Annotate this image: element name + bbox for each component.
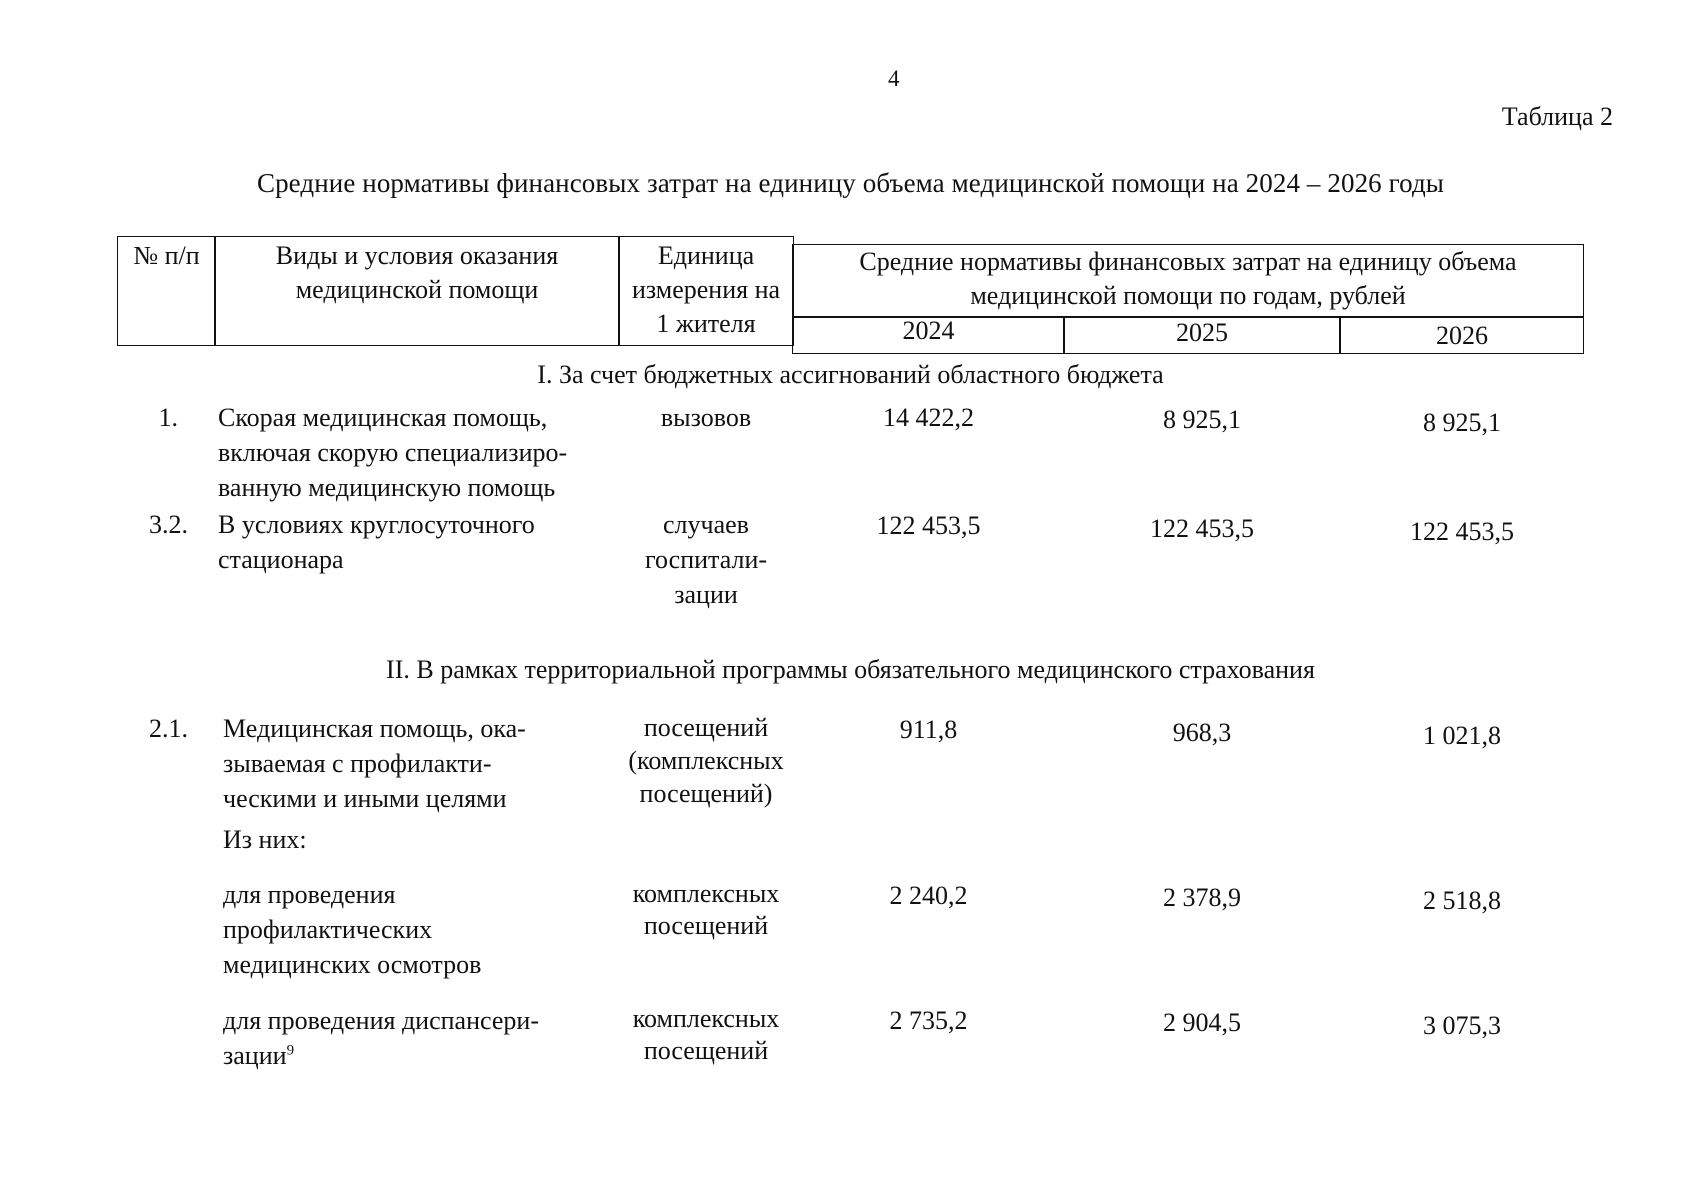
section-1-title: I. За счет бюджетных ассигнований областного бюджета xyxy=(537,360,1164,389)
value-2026: 122 453,5 xyxy=(1410,517,1514,546)
row-name-line: Скорая медицинская помощь, xyxy=(218,403,548,432)
row-unit xyxy=(618,400,794,435)
header-year-2026: 2026 xyxy=(1436,321,1488,350)
document-title: Средние нормативы финансовых затрат на единицу объема медицинской помощи на 2024 – 2026 годы xyxy=(256,168,1445,198)
header-col-number xyxy=(117,236,216,346)
header-col-type-line1: Виды и условия оказания xyxy=(275,241,559,270)
row-name xyxy=(223,711,618,816)
value-2025: 8 925,1 xyxy=(1163,405,1241,434)
value-2026: 8 925,1 xyxy=(1423,408,1501,437)
page-number: 4 xyxy=(888,66,900,91)
row-name xyxy=(218,400,618,505)
header-col-number-label: № п/п xyxy=(133,241,200,270)
row-unit xyxy=(618,711,794,810)
footnote-marker: 9 xyxy=(286,1042,295,1059)
header-col-unit xyxy=(618,236,794,346)
row-number: 2.1. xyxy=(149,714,188,743)
header-col-norms-line2: медицинской помощи по годам, рублей xyxy=(970,281,1406,310)
header-col-norms-line1: Средние нормативы финансовых затрат на единицу объема xyxy=(859,247,1517,276)
header-col-unit-line1: Единица xyxy=(657,241,755,270)
row-name-line: для проведения xyxy=(223,880,396,909)
value-2024: 2 240,2 xyxy=(889,881,968,910)
row-unit-line: госпитали- xyxy=(644,545,768,574)
row-unit-line: посещений xyxy=(643,1036,769,1065)
header-col-type xyxy=(214,236,620,346)
row-unit-line: зации xyxy=(674,580,738,609)
value-2024: 911,8 xyxy=(899,715,958,744)
row-number: 1. xyxy=(158,403,178,432)
value-2025: 2 904,5 xyxy=(1163,1008,1241,1037)
row-name xyxy=(223,877,618,982)
row-number: 3.2. xyxy=(149,510,188,539)
row-unit-line: посещений) xyxy=(639,779,773,808)
header-col-unit-line2: измерения на xyxy=(631,275,781,304)
value-2026: 3 075,3 xyxy=(1423,1011,1501,1040)
row-name-line: ческими и иными целями xyxy=(223,784,507,813)
row-name-line: В условиях круглосуточного xyxy=(218,510,535,539)
row-name-line: стационара xyxy=(218,545,344,574)
row-name-text: зации xyxy=(223,1041,287,1070)
value-2024: 2 735,2 xyxy=(889,1006,968,1035)
value-2025: 968,3 xyxy=(1172,718,1232,747)
row-name-line xyxy=(223,1038,618,1073)
row-name-line: ванную медицинскую помощь xyxy=(218,473,556,502)
value-2026: 2 518,8 xyxy=(1423,886,1501,915)
row-unit xyxy=(618,1003,794,1067)
section-2-title: II. В рамках территориальной программы обязательного медицинского страхования xyxy=(386,655,1315,684)
row-unit-line: комплексных xyxy=(632,879,780,908)
row-unit-line: вызовов xyxy=(660,403,752,432)
table-label: Таблица 2 xyxy=(1501,102,1613,131)
row-name-line: профилактических xyxy=(223,915,433,944)
row-name xyxy=(223,822,618,857)
row-unit xyxy=(618,878,794,942)
row-name xyxy=(218,507,618,577)
row-unit-line: посещений xyxy=(643,911,769,940)
row-name-line: медицинских осмотров xyxy=(223,950,482,979)
value-2024: 122 453,5 xyxy=(876,511,981,540)
row-unit-line: посещений xyxy=(643,713,769,742)
row-name xyxy=(223,1003,618,1073)
value-2026: 1 021,8 xyxy=(1423,721,1501,750)
value-2025: 2 378,9 xyxy=(1163,883,1241,912)
header-col-type-line2: медицинской помощи xyxy=(295,275,539,304)
row-unit-line: комплексных xyxy=(632,1004,780,1033)
header-year-2025: 2025 xyxy=(1176,318,1228,347)
row-unit-line: случаев xyxy=(663,510,749,539)
header-year-2024: 2024 xyxy=(902,316,955,345)
row-name-line: включая скорую специализиро- xyxy=(218,438,568,467)
row-unit xyxy=(618,507,794,612)
row-name-line: Из них: xyxy=(223,825,307,854)
row-name-line: для проведения диспансери- xyxy=(223,1006,539,1035)
value-2024: 14 422,2 xyxy=(883,403,974,432)
row-name-line: Медицинская помощь, ока- xyxy=(223,714,526,743)
row-name-line: зываемая с профилакти- xyxy=(223,749,492,778)
row-unit-line: (комплексных xyxy=(628,746,784,775)
value-2025: 122 453,5 xyxy=(1150,514,1254,543)
header-col-unit-line3: 1 жителя xyxy=(656,309,756,338)
